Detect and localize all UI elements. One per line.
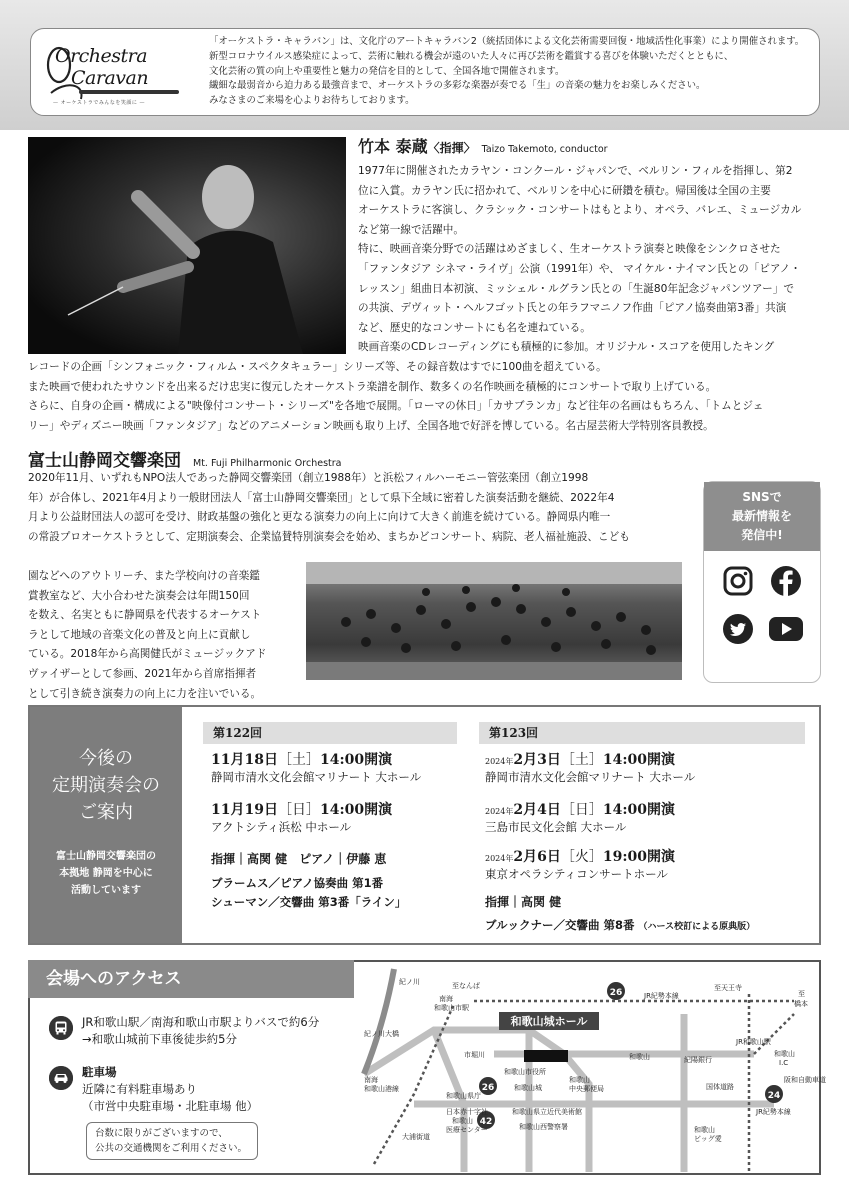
public-transport-note <box>86 1122 258 1160</box>
car-icon <box>49 1066 73 1090</box>
bus-line: →和歌山城前下車後徒歩約5分 <box>82 1032 237 1046</box>
twitter-icon[interactable] <box>722 613 754 645</box>
intro-line: 文化芸術の質の向上や重要性と魅力の発信を目的として、全国各地で開催されます。 <box>209 65 565 77</box>
conductor-bio <box>358 162 822 358</box>
bio-line: ラとして地域の音楽文化の普及と向上に貢献し <box>28 628 251 641</box>
map-label: 紀陽銀行 <box>684 1056 712 1064</box>
map-label: JR和歌山駅 <box>736 1038 771 1046</box>
program-line: シューマン／交響曲 第3番「ライン」 <box>211 895 407 909</box>
sns-line: SNSで <box>742 490 782 504</box>
concert-123-performers: 指揮｜高関 健 <box>485 895 562 909</box>
bus-icon <box>49 1016 73 1040</box>
access-title: 会場へのアクセス <box>28 960 354 998</box>
map-label: JR紀勢本線 <box>644 992 679 1000</box>
bio-line: 賞教室など、大小合わせた演奏会は年間150回 <box>28 589 250 602</box>
map-label: 至天王寺 <box>714 984 742 992</box>
route-marker: 42 <box>479 1117 493 1127</box>
bio-line: 2020年11月、いずれもNPO法人であった静岡交響楽団（創立1988年）と浜松フィルハーモニー管弦楽団（創立1998 <box>28 472 589 484</box>
concert-122-program <box>211 874 406 912</box>
event-venue: アクトシティ浜松 中ホール <box>211 820 352 834</box>
event-date: 11月18日 <box>211 752 278 768</box>
bio-line: 位に入賞。カラヤン氏に招かれて、ベルリンを中心に研鑽を積む。帰国後は全国の主要 <box>358 184 771 197</box>
event-venue: 静岡市清水文化会館マリナート 大ホール <box>485 770 696 784</box>
bio-line: として引き続き演奏力の向上に力を注いでいる。 <box>28 687 262 700</box>
orchestra-bio-left <box>28 567 300 704</box>
concert-122-title: 第122回 <box>203 722 457 744</box>
logo-line2: Caravan <box>71 67 149 89</box>
concert-123-event: 2024年2月6日［火］19:00開演 東京オペラシティコンサートホール <box>485 849 675 881</box>
map-label: 和歌山市役所 <box>504 1068 546 1076</box>
route-marker: 26 <box>609 988 623 998</box>
event-time: 14:00開演 <box>319 752 393 768</box>
map-label: 和歌山 <box>629 1053 650 1061</box>
bio-line: レコードの企画「シンフォニック・フィルム・スペクタキュラー」シリーズ等、その録音数はすでに100曲を超えている。 <box>28 361 607 373</box>
conductor-heading <box>358 134 608 157</box>
program-line: ブラームス／ピアノ協奏曲 第1番 <box>211 876 384 890</box>
bio-line: レッスン」組曲日本初演、ミッシェル・ルグラン氏との「生誕80年記念ジャパンツアー」で <box>358 282 794 295</box>
conductor-name: 竹本 泰蔵 <box>358 137 428 156</box>
note-line: 公共の交通機関をご利用ください。 <box>95 1143 248 1154</box>
logo-tagline: — オーケストラでみんなを笑顔に — <box>53 100 145 106</box>
event-venue: 三島市民文化会館 大ホール <box>485 820 627 834</box>
event-date: 2月4日 <box>513 802 561 818</box>
event-year: 2024年 <box>485 854 514 863</box>
event-date: 11月19日 <box>211 802 278 818</box>
facebook-icon[interactable] <box>770 565 802 597</box>
sns-line: 最新情報を <box>731 509 792 523</box>
intro-line: みなさまのご来場を心よりお待ちしております。 <box>209 95 415 107</box>
event-day: 日 <box>291 802 306 818</box>
intro-line: 「オーケストラ・キャラバン」は、文化庁のアートキャラバン2（統括団体による文化芸術需要回復・地域活性化事業）により開催されます。 <box>209 36 805 47</box>
logo-line1: Orchestra <box>55 45 148 67</box>
map-label: 大浦街道 <box>402 1133 430 1141</box>
orchestra-name-en: Mt. Fuji Philharmonic Orchestra <box>193 458 342 469</box>
event-time: 19:00開演 <box>602 849 675 865</box>
route-marker: 24 <box>767 1091 781 1101</box>
map-label: JR紀勢本線 <box>756 1108 791 1116</box>
orchestra-photo <box>306 562 682 680</box>
concert-122-event: 11月18日［土］14:00開演 静岡市清水文化会館マリナート 大ホール <box>211 752 422 784</box>
concert-heading <box>30 745 182 826</box>
instagram-icon[interactable] <box>722 565 754 597</box>
event-year: 2024年 <box>485 757 514 766</box>
map-hall-label: 和歌山城ホール <box>510 1015 588 1028</box>
map-label: 和歌山港線 <box>364 1085 399 1093</box>
event-day: 土 <box>574 752 589 768</box>
concert-subheading <box>30 848 182 899</box>
bio-line: 園などへのアウトリーチ、また学校向けの音楽鑑 <box>28 570 260 582</box>
parking-text <box>82 1064 258 1115</box>
map-label: 国体道路 <box>706 1083 734 1091</box>
intro-text <box>209 35 814 109</box>
map-label: 南海 <box>439 995 453 1003</box>
program-line: ブルックナー／交響曲 第8番 <box>485 918 635 932</box>
intro-line: 繊細な最弱音から迫力ある最強音まで、オーケストラの多彩な楽器が奏でる「生」の音楽の魅力をお楽しみください。 <box>209 80 706 92</box>
logo-ribbon <box>79 90 179 94</box>
bio-line: の常設プロオーケストラとして、定期演奏会、企業協賛特別演奏会を始め、まちかどコンサート、病院、老人福祉施設、こども <box>28 530 630 543</box>
parking-title: 駐車場 <box>82 1065 117 1079</box>
map-label: ビッグ愛 <box>694 1135 722 1143</box>
conductor-silhouette <box>28 137 346 354</box>
map-label: 和歌山県立近代美術館 <box>512 1108 582 1116</box>
map-label: 至 <box>798 990 805 998</box>
subheading-line: 富士山静岡交響楽団の <box>56 851 156 862</box>
event-time: 14:00開演 <box>602 752 675 768</box>
map-label: 中央郵便局 <box>569 1085 604 1093</box>
concert-123-title: 第123回 <box>479 722 805 744</box>
event-day: 日 <box>574 802 589 818</box>
bio-line: また映画で使われたサウンドを出来るだけ忠実に復元したオーケストラ楽譜を制作、数多くの名作映画を積極的にコンサートで取り上げている。 <box>28 380 717 393</box>
bio-line: など、歴史的なコンサートにも名を連ねている。 <box>358 321 591 334</box>
orchestra-name: 富士山静岡交響楽団 <box>28 451 181 471</box>
access-map <box>354 964 826 1172</box>
route-marker: 26 <box>481 1083 495 1093</box>
sns-line: 発信中! <box>741 528 783 542</box>
conductor-photo <box>28 137 346 354</box>
map-label: 南海 <box>364 1076 378 1084</box>
map-label: 紀ノ川大橋 <box>364 1030 399 1038</box>
intro-line: 新型コロナウイルス感染症によって、芸術に触れる機会が遠のいた人々に再び芸術を鑑賞する喜びを体験いただくとともに、 <box>209 50 734 62</box>
bio-line: を数え、名実ともに静岡県を代表するオーケスト <box>28 609 262 622</box>
event-time: 14:00開演 <box>602 802 675 818</box>
map-label: 阪和自動車道 <box>784 1076 826 1084</box>
event-date: 2月6日 <box>513 849 561 865</box>
youtube-icon[interactable] <box>768 615 804 643</box>
map-label: 和歌山城 <box>514 1084 542 1092</box>
concert-heading-panel <box>30 707 182 943</box>
bio-line: ている。2018年から高関健氏がミュージックアド <box>28 648 267 661</box>
concert-123-event: 2024年2月4日［日］14:00開演 三島市民文化会館 大ホール <box>485 802 675 834</box>
bio-line: 「ファンタジア シネマ・ライヴ」公演（1991年）や、 マイケル・ナイマン氏との「ピアノ・ <box>358 262 801 275</box>
conductor-name-en: Taizo Takemoto, conductor <box>481 144 608 155</box>
bio-line: など第一線で活躍中。 <box>358 223 464 236</box>
bio-line: ヴァイザーとして参画、2021年から首席指揮者 <box>28 667 257 680</box>
map-label: 和歌山 <box>694 1126 715 1134</box>
map-label: 和歌山 <box>452 1117 473 1125</box>
event-year: 2024年 <box>485 807 514 816</box>
subheading-line: 本拠地 静岡を中心に <box>59 868 153 879</box>
heading-line: 今後の <box>79 748 133 769</box>
map-hall-marker <box>524 1050 568 1062</box>
map-label: 和歌山 <box>774 1050 795 1058</box>
bio-line: 年）が合体し、2021年4月より一般財団法人「富士山静岡交響楽団」として県下全域に密着した演奏活動を継続、2022年4 <box>28 491 615 504</box>
conductor-role: 〈指揮〉 <box>427 141 476 155</box>
map-label: 日本赤十字社 <box>446 1108 488 1116</box>
map-label: 医療センター <box>446 1126 488 1134</box>
orchestra-caravan-logo <box>49 43 189 109</box>
concert-123-event: 2024年2月3日［土］14:00開演 静岡市清水文化会館マリナート 大ホール <box>485 752 696 784</box>
map-label: I.C <box>779 1059 789 1067</box>
bio-line: リー」やディズニー映画「ファンタジア」などのアニメーション映画も取り上げ、全国各地で好評を博している。名古屋芸術大学特別客員教授。 <box>28 419 714 432</box>
subheading-line: 活動しています <box>71 885 141 896</box>
map-label: 至なんば <box>452 982 480 990</box>
bio-line: 月より公益財団法人の認可を受け、財政基盤の強化と更なる演奏力の向上に向けて大きく前進を続けている。静岡県内唯一 <box>28 511 611 524</box>
bus-line: JR和歌山駅／南海和歌山市駅よりバスで約6分 <box>82 1015 320 1029</box>
bio-line: 1977年に開催されたカラヤン・コンクール・ジャパンで、ベルリン・フィルを指揮し、第2 <box>358 165 793 177</box>
bio-line: の共演、デヴィット・ヘルフゴット氏との年ラフマニノフ作曲「ピアノ協奏曲第3番」共演 <box>358 302 787 315</box>
parking-line: （市営中央駐車場・北駐車場 他） <box>82 1099 259 1113</box>
concert-122-event: 11月19日［日］14:00開演 アクトシティ浜松 中ホール <box>211 802 393 834</box>
map-label: 市堀川 <box>464 1051 485 1059</box>
bio-line: さらに、自身の企画・構成による"映像付コンサート・シリーズ"を各地で展開。「ローマの休日」「カサブランカ」など往年の名画はもちろん、「トムとジェ <box>28 400 764 413</box>
conductor-bio-wide <box>28 358 822 436</box>
event-day: 土 <box>291 752 306 768</box>
map-label: 橋本 <box>794 1000 808 1008</box>
note-line: 台数に限りがございますので、 <box>95 1128 228 1139</box>
bus-access-text <box>82 1014 319 1048</box>
intro-box <box>30 28 820 116</box>
event-day: 火 <box>574 849 589 865</box>
map-label: 和歌山県庁 <box>446 1092 481 1100</box>
concert-123-program <box>485 917 755 933</box>
concert-122-performers: 指揮｜高関 健 ピアノ｜伊藤 恵 <box>211 852 387 866</box>
event-time: 14:00開演 <box>319 802 393 818</box>
map-label: 和歌山 <box>569 1076 590 1084</box>
sns-heading <box>704 482 820 551</box>
map-label: 和歌山市駅 <box>434 1004 469 1012</box>
bio-line: オーケストラに客演し、クラシック・コンサートはもとより、オペラ、バレエ、ミュージカル <box>358 204 802 217</box>
bio-line: 特に、映画音楽分野での活躍はめざましく、生オーケストラ演奏と映像をシンクロさせた <box>358 243 781 256</box>
orchestra-silhouettes <box>306 562 682 680</box>
bio-line: 映画音楽のCDレコーディングにも積極的に参加。オリジナル・スコアを使用したキング <box>358 341 775 354</box>
event-venue: 東京オペラシティコンサートホール <box>485 867 668 881</box>
parking-line: 近隣に有料駐車場あり <box>82 1082 197 1096</box>
sns-box <box>703 481 821 683</box>
map-label: 紀ノ川 <box>399 978 420 986</box>
heading-line: ご案内 <box>79 802 133 823</box>
orchestra-bio <box>28 469 698 547</box>
program-note: （ハース校訂による原典版） <box>638 922 756 932</box>
map-label: 和歌山西警察署 <box>519 1123 568 1131</box>
event-date: 2月3日 <box>513 752 561 768</box>
orchestra-heading <box>28 446 341 471</box>
event-venue: 静岡市清水文化会館マリナート 大ホール <box>211 770 422 784</box>
heading-line: 定期演奏会の <box>52 775 160 796</box>
